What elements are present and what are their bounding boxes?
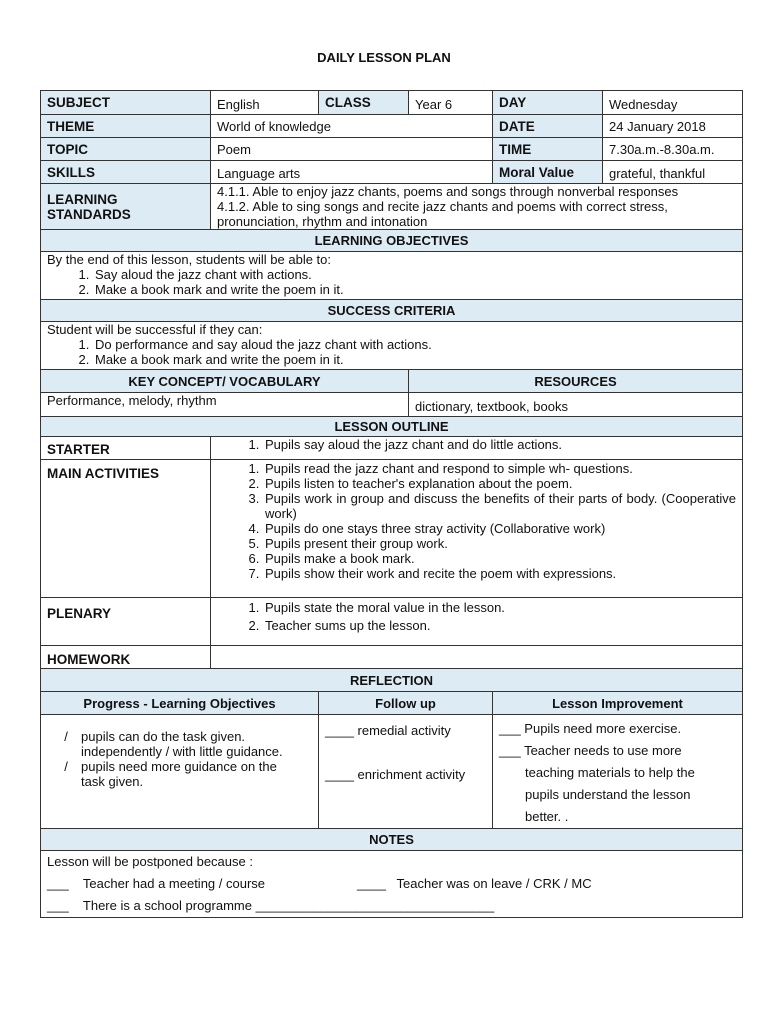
- follow-up-heading: Follow up: [319, 692, 493, 715]
- objective-item: 1. Say aloud the jazz chant with actions.: [93, 267, 736, 282]
- activity-item: 5. Pupils present their group work.: [263, 536, 736, 551]
- remedial-activity: ____ remedial activity: [325, 723, 451, 738]
- objectives-intro: By the end of this lesson, students will be able to:: [47, 252, 332, 267]
- topic-value: Poem: [211, 138, 493, 161]
- skills-label: SKILLS: [41, 161, 211, 184]
- plenary-item: 2. Teacher sums up the lesson.: [263, 618, 736, 633]
- plenary-body: [211, 598, 743, 646]
- criteria-item: 2. Make a book mark and write the poem in it.: [93, 352, 736, 367]
- standard-4-1-1: 4.1.1. Able to enjoy jazz chants, poems and songs through nonverbal responses: [217, 184, 679, 199]
- plenary-label: PLENARY: [41, 598, 211, 646]
- moral-value: grateful, thankful: [603, 161, 743, 184]
- resources-value: dictionary, textbook, books: [409, 393, 743, 417]
- activity-item: 6. Pupils make a book mark.: [263, 551, 736, 566]
- criteria-item: 1. Do performance and say aloud the jazz chant with actions.: [93, 337, 736, 352]
- learning-standards-value: [211, 184, 743, 230]
- main-activities-body: [211, 460, 743, 598]
- objective-item: 2. Make a book mark and write the poem in it.: [93, 282, 736, 297]
- lesson-plan-table: [40, 90, 743, 918]
- notes-body: [41, 851, 743, 918]
- activity-item: 3. Pupils work in group and discuss the benefits of their parts of body. (Cooperative work): [263, 491, 736, 521]
- day-value: Wednesday: [603, 91, 743, 115]
- lesson-plan-sheet: [40, 90, 742, 918]
- notes-option-school-programme: ___ There is a school programme _________________________________: [47, 898, 495, 913]
- time-value: 7.30a.m.-8.30a.m.: [603, 138, 743, 161]
- success-criteria-body: [41, 322, 743, 370]
- class-label: CLASS: [319, 91, 409, 115]
- class-value: Year 6: [409, 91, 493, 115]
- reflection-heading: REFLECTION: [41, 669, 743, 692]
- theme-value: World of knowledge: [211, 115, 493, 138]
- subject-label: SUBJECT: [41, 91, 211, 115]
- standard-4-1-2: 4.1.2. Able to sing songs and recite jazz chants and poems with correct stress, pronunciation, rhythm and intonation: [217, 199, 668, 229]
- subject-value: English: [211, 91, 319, 115]
- activity-item: 7. Pupils show their work and recite the poem with expressions.: [263, 566, 736, 581]
- notes-intro: Lesson will be postponed because :: [47, 854, 253, 869]
- notes-option-leave: ____ Teacher was on leave / CRK / MC: [357, 876, 592, 891]
- follow-up-body: [319, 715, 493, 829]
- progress-option-1: / pupils can do the task given. independently / with little guidance.: [51, 729, 318, 759]
- topic-label: TOPIC: [41, 138, 211, 161]
- plenary-item: 1. Pupils state the moral value in the lesson.: [263, 600, 736, 618]
- main-activities-label: MAIN ACTIVITIES: [41, 460, 211, 598]
- date-label: DATE: [493, 115, 603, 138]
- key-concept-heading: KEY CONCEPT/ VOCABULARY: [41, 370, 409, 393]
- homework-value: [211, 646, 743, 669]
- notes-option-meeting: ___ Teacher had a meeting / course: [47, 876, 266, 891]
- skills-value: Language arts: [211, 161, 493, 184]
- success-intro: Student will be successful if they can:: [47, 322, 263, 337]
- moral-value-label: Moral Value: [493, 161, 603, 184]
- tick-mark: /: [64, 729, 68, 744]
- starter-body: [211, 437, 743, 460]
- activity-item: 2. Pupils listen to teacher's explanation about the poem.: [263, 476, 736, 491]
- theme-label: THEME: [41, 115, 211, 138]
- tick-mark: /: [64, 759, 68, 774]
- day-label: DAY: [493, 91, 603, 115]
- activity-item: 1. Pupils read the jazz chant and respond to simple wh- questions.: [263, 461, 736, 476]
- success-criteria-heading: SUCCESS CRITERIA: [41, 300, 743, 322]
- activity-item: 4. Pupils do one stays three stray activity (Collaborative work): [263, 521, 736, 536]
- starter-item: 1. Pupils say aloud the jazz chant and do little actions.: [263, 437, 736, 452]
- learning-standards-label: LEARNING STANDARDS: [41, 184, 211, 230]
- resources-heading: RESOURCES: [409, 370, 743, 393]
- lesson-improvement-heading: Lesson Improvement: [493, 692, 743, 715]
- vocabulary-value: Performance, melody, rhythm: [41, 393, 409, 417]
- progress-body: [41, 715, 319, 829]
- homework-label: HOMEWORK: [41, 646, 211, 669]
- enrichment-activity: ____ enrichment activity: [325, 767, 466, 782]
- starter-label: STARTER: [41, 437, 211, 460]
- notes-heading: NOTES: [41, 829, 743, 851]
- time-label: TIME: [493, 138, 603, 161]
- progress-heading: Progress - Learning Objectives: [41, 692, 319, 715]
- lesson-outline-heading: LESSON OUTLINE: [41, 417, 743, 437]
- document-title: DAILY LESSON PLAN: [317, 50, 451, 65]
- date-value: 24 January 2018: [603, 115, 743, 138]
- learning-objectives-body: [41, 252, 743, 300]
- progress-option-2: / pupils need more guidance on the task given.: [51, 759, 318, 789]
- lesson-improvement-body: ___ Pupils need more exercise. ___ Teacher needs to use more teaching materials to help the pupils understand the lesson better. .: [493, 715, 743, 829]
- learning-objectives-heading: LEARNING OBJECTIVES: [41, 230, 743, 252]
